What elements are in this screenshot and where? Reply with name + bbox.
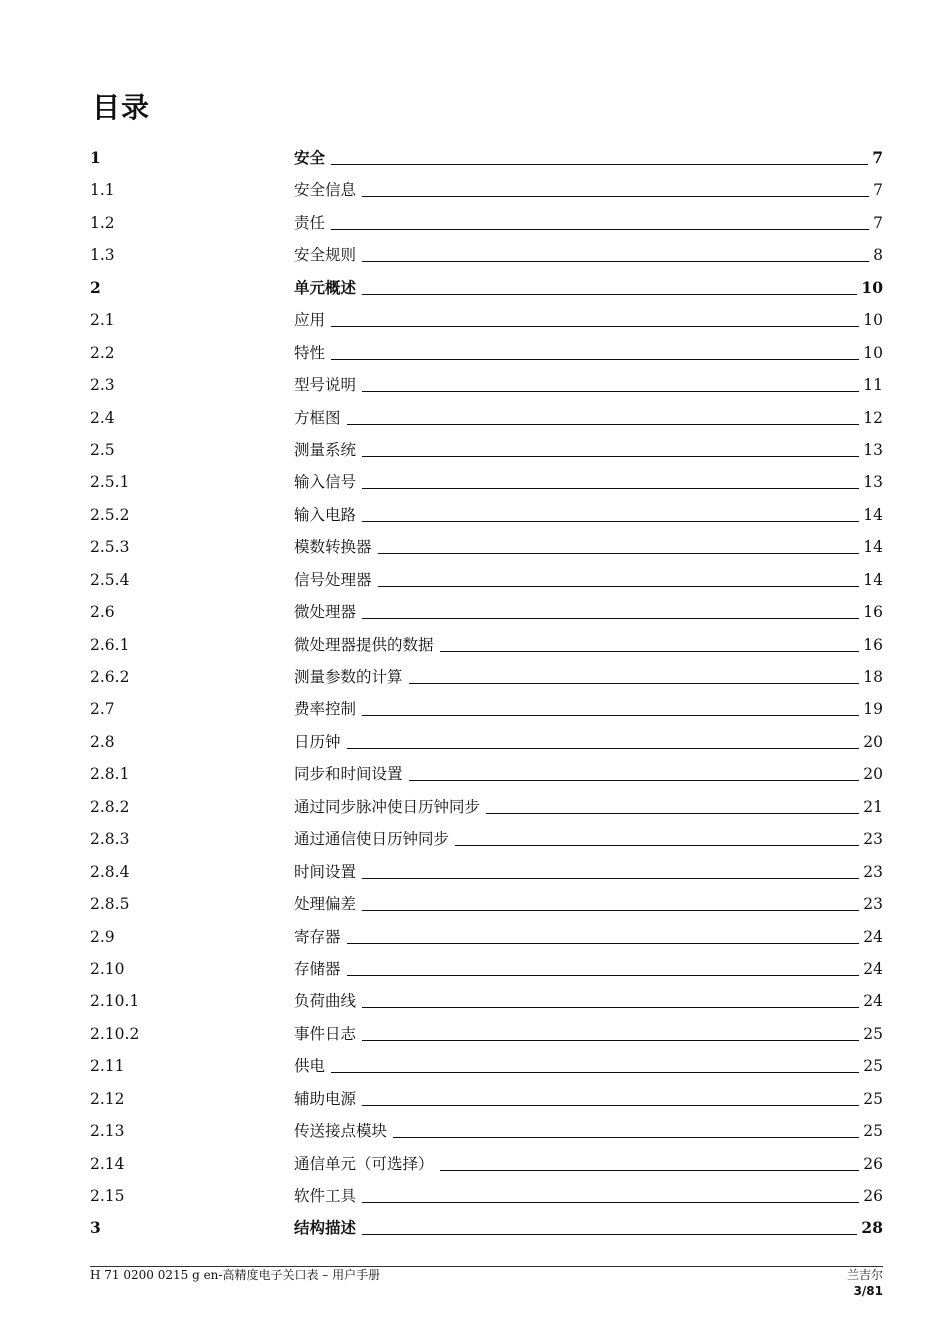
toc-section-number: 2.1 — [90, 311, 115, 330]
toc-section-title: 处理偏差 — [294, 895, 357, 914]
toc-section-title: 辅助电源 — [294, 1089, 357, 1108]
toc-section-number: 2.8.5 — [90, 895, 130, 914]
toc-leader-line — [440, 1169, 860, 1171]
toc-section-number: 2.9 — [90, 927, 115, 946]
toc-section-title: 模数转换器 — [294, 538, 372, 557]
toc-page-number: 18 — [863, 668, 883, 686]
toc-section-title: 通过同步脉冲使日历钟同步 — [294, 797, 481, 816]
toc-entry[interactable] — [90, 1212, 883, 1244]
toc-leader-line — [362, 293, 857, 295]
toc-section-number: 2.8.1 — [90, 765, 130, 784]
toc-page-number: 7 — [872, 148, 883, 167]
toc-section-number: 2.6.1 — [90, 635, 130, 654]
toc-entry[interactable] — [90, 693, 883, 725]
toc-entry-line — [294, 504, 883, 526]
toc-leader-line — [347, 974, 860, 976]
toc-section-title: 信号处理器 — [294, 570, 372, 589]
toc-leader-line — [393, 1136, 859, 1138]
toc-section-title: 供电 — [294, 1057, 326, 1076]
toc-entry[interactable] — [90, 564, 883, 596]
toc-entry[interactable] — [90, 596, 883, 628]
toc-page-number: 16 — [863, 603, 883, 622]
toc-entry-line — [294, 634, 883, 656]
toc-page-number: 13 — [863, 473, 883, 492]
toc-section-title: 传送接点模块 — [294, 1122, 388, 1141]
toc-leader-line — [362, 1233, 857, 1235]
toc-section-number: 2.5.4 — [90, 570, 130, 589]
toc-leader-line — [362, 260, 869, 262]
toc-page-number: 7 — [873, 213, 883, 232]
toc-section-title: 事件日志 — [294, 1024, 357, 1043]
toc-page-number: 14 — [863, 505, 883, 524]
toc-page-number: 12 — [863, 408, 883, 427]
toc-entry-line — [294, 147, 883, 169]
toc-section-number: 2.7 — [90, 700, 115, 719]
toc-section-title: 负荷曲线 — [294, 992, 357, 1011]
toc-entry[interactable] — [90, 1180, 883, 1212]
toc-entry[interactable] — [90, 207, 883, 239]
toc-page-number: 25 — [863, 1057, 883, 1076]
toc-entry-line — [294, 212, 883, 234]
toc-entry[interactable] — [90, 531, 883, 563]
toc-section-number: 2.10.1 — [90, 992, 140, 1011]
toc-entry-line — [294, 1088, 883, 1110]
toc-section-number: 1.2 — [90, 213, 115, 232]
toc-page-number: 16 — [863, 635, 883, 654]
toc-entry-line — [294, 569, 883, 591]
toc-entry-line — [294, 990, 883, 1012]
footer-page-number: 3/81 — [853, 1284, 883, 1298]
toc-section-number: 2.10.2 — [90, 1024, 140, 1043]
footer-company: 兰吉尔 — [846, 1268, 883, 1282]
toc-section-number: 2.8.2 — [90, 797, 130, 816]
toc-section-title: 方框图 — [294, 408, 341, 427]
toc-page-number: 10 — [863, 343, 883, 362]
toc-leader-line — [362, 617, 859, 619]
toc-section-number: 2.15 — [90, 1187, 125, 1205]
toc-entry[interactable] — [90, 856, 883, 888]
toc-entry[interactable] — [90, 239, 883, 271]
toc-page-number: 26 — [863, 1154, 883, 1173]
toc-section-title: 测量参数的计算 — [294, 668, 403, 686]
table-of-contents — [90, 142, 883, 1245]
toc-entry-line — [294, 763, 883, 785]
toc-section-number: 2.6.2 — [90, 668, 130, 686]
toc-entry[interactable] — [90, 466, 883, 498]
toc-leader-line — [331, 163, 868, 165]
toc-entry[interactable] — [90, 369, 883, 401]
toc-section-number: 2.4 — [90, 408, 115, 427]
toc-leader-line — [378, 585, 860, 587]
toc-entry[interactable] — [90, 1050, 883, 1082]
toc-page-number: 11 — [863, 376, 883, 395]
toc-section-number: 2.5.1 — [90, 473, 130, 492]
toc-section-number: 2.5.2 — [90, 505, 130, 524]
toc-entry-line — [294, 407, 883, 429]
toc-leader-line — [362, 1201, 859, 1203]
toc-section-number: 2.12 — [90, 1089, 125, 1108]
toc-entry-line — [294, 698, 883, 720]
toc-entry[interactable] — [90, 823, 883, 855]
toc-entry[interactable] — [90, 726, 883, 758]
toc-entry-line — [294, 244, 883, 266]
toc-leader-line — [455, 844, 859, 846]
toc-section-title: 安全 — [294, 148, 326, 167]
toc-entry-line — [294, 828, 883, 850]
toc-entry-line — [294, 731, 883, 753]
toc-leader-line — [409, 779, 860, 781]
toc-entry[interactable] — [90, 985, 883, 1017]
toc-entry-line — [294, 893, 883, 915]
toc-section-number: 2 — [90, 277, 101, 297]
toc-entry-line — [294, 1185, 883, 1207]
toc-entry[interactable] — [90, 1018, 883, 1050]
toc-section-title: 输入信号 — [294, 473, 357, 492]
toc-entry[interactable] — [90, 304, 883, 336]
toc-page-number: 23 — [863, 895, 883, 914]
toc-leader-line — [362, 909, 859, 911]
toc-leader-line — [362, 714, 859, 716]
toc-section-title: 输入电路 — [294, 505, 357, 524]
toc-entry-line — [294, 601, 883, 623]
toc-entry[interactable] — [90, 499, 883, 531]
toc-section-title: 微处理器提供的数据 — [294, 635, 434, 654]
toc-entry[interactable] — [90, 1148, 883, 1180]
toc-page-number: 13 — [863, 440, 883, 459]
toc-section-number: 1.3 — [90, 246, 115, 265]
toc-section-number: 2.8.4 — [90, 862, 130, 881]
toc-entry[interactable] — [90, 629, 883, 661]
toc-section-number: 2.5.3 — [90, 538, 130, 557]
toc-section-number: 2.5 — [90, 440, 115, 459]
toc-section-number: 2.13 — [90, 1122, 125, 1141]
toc-page-number: 20 — [863, 732, 883, 751]
toc-page-number: 14 — [863, 538, 883, 557]
toc-leader-line — [331, 1071, 859, 1073]
toc-section-number: 2.3 — [90, 376, 115, 395]
toc-entry-line — [294, 471, 883, 493]
toc-entry-line — [294, 439, 883, 461]
toc-entry-line — [294, 1120, 883, 1142]
toc-entry-line — [294, 666, 883, 688]
toc-entry[interactable] — [90, 661, 883, 693]
toc-section-number: 2.6 — [90, 603, 115, 622]
toc-leader-line — [362, 877, 859, 879]
toc-section-number: 2.8.3 — [90, 830, 130, 849]
toc-entry[interactable] — [90, 791, 883, 823]
toc-section-title: 同步和时间设置 — [294, 765, 403, 784]
toc-section-title: 日历钟 — [294, 732, 341, 751]
toc-page-number: 24 — [863, 927, 883, 946]
toc-leader-line — [362, 487, 859, 489]
toc-entry-line — [294, 1055, 883, 1077]
toc-leader-line — [362, 455, 859, 457]
toc-section-number: 2.14 — [90, 1154, 125, 1173]
toc-section-title: 微处理器 — [294, 603, 357, 622]
toc-section-title: 责任 — [294, 213, 326, 232]
toc-entry-line — [294, 926, 883, 948]
toc-section-title: 型号说明 — [294, 376, 357, 395]
toc-section-number: 2.2 — [90, 343, 115, 362]
toc-leader-line — [331, 228, 869, 230]
toc-entry[interactable] — [90, 434, 883, 466]
toc-section-title: 通信单元（可选择） — [294, 1154, 434, 1173]
toc-entry-line — [294, 374, 883, 396]
toc-leader-line — [378, 552, 860, 554]
toc-section-title: 安全规则 — [294, 246, 357, 265]
toc-page-number: 14 — [863, 570, 883, 589]
toc-entry-line — [294, 309, 883, 331]
toc-entry-line — [294, 958, 883, 980]
toc-leader-line — [409, 682, 860, 684]
toc-page-number: 21 — [863, 797, 883, 816]
page-title: 目录 — [92, 91, 151, 124]
toc-entry-line — [294, 796, 883, 818]
toc-entry[interactable] — [90, 1115, 883, 1147]
toc-section-title: 单元概述 — [294, 277, 357, 297]
toc-leader-line — [331, 358, 859, 360]
toc-section-title: 安全信息 — [294, 181, 357, 200]
toc-page-number: 8 — [873, 246, 883, 265]
toc-page-number: 26 — [863, 1187, 883, 1205]
toc-leader-line — [440, 650, 860, 652]
toc-page-number: 25 — [863, 1089, 883, 1108]
toc-leader-line — [362, 1039, 859, 1041]
toc-page-number: 7 — [873, 181, 883, 200]
toc-section-title: 费率控制 — [294, 700, 357, 719]
toc-section-number: 2.11 — [90, 1057, 125, 1076]
toc-section-title: 存储器 — [294, 959, 341, 978]
toc-leader-line — [347, 942, 860, 944]
toc-section-title: 特性 — [294, 343, 326, 362]
toc-page-number: 19 — [863, 700, 883, 719]
toc-page-number: 24 — [863, 959, 883, 978]
toc-entry[interactable] — [90, 337, 883, 369]
toc-page-number: 23 — [863, 830, 883, 849]
toc-entry[interactable] — [90, 758, 883, 790]
toc-section-title: 应用 — [294, 311, 326, 330]
toc-page-number: 25 — [863, 1024, 883, 1043]
toc-leader-line — [362, 195, 869, 197]
toc-entry[interactable] — [90, 888, 883, 920]
toc-section-title: 结构描述 — [294, 1218, 357, 1238]
toc-entry[interactable] — [90, 272, 883, 304]
toc-section-number: 3 — [90, 1218, 101, 1238]
footer-right — [847, 1267, 883, 1299]
toc-leader-line — [362, 390, 859, 392]
toc-section-number: 1.1 — [90, 181, 115, 200]
toc-leader-line — [486, 812, 859, 814]
toc-entry[interactable] — [90, 174, 883, 206]
toc-section-number: 2.8 — [90, 732, 115, 751]
toc-section-title: 通过通信使日历钟同步 — [294, 830, 450, 849]
toc-entry-line — [294, 1217, 883, 1239]
toc-section-title: 寄存器 — [294, 927, 341, 946]
footer-document-id: H 71 0200 0215 g en-高精度电子关口表 – 用户手册 — [90, 1268, 381, 1282]
toc-entry-line — [294, 179, 883, 201]
toc-page-number: 23 — [863, 862, 883, 881]
toc-entry[interactable] — [90, 142, 883, 174]
toc-leader-line — [347, 747, 860, 749]
toc-section-number: 1 — [90, 148, 101, 167]
toc-leader-line — [331, 325, 859, 327]
toc-entry-line — [294, 536, 883, 558]
toc-section-title: 时间设置 — [294, 862, 357, 881]
toc-entry[interactable] — [90, 953, 883, 985]
toc-entry[interactable] — [90, 402, 883, 434]
toc-section-number: 2.10 — [90, 959, 125, 978]
toc-page-number: 20 — [863, 765, 883, 784]
toc-leader-line — [362, 520, 859, 522]
toc-entry-line — [294, 1023, 883, 1045]
toc-entry-line — [294, 861, 883, 883]
toc-section-title: 软件工具 — [294, 1187, 357, 1205]
toc-page-number: 24 — [863, 992, 883, 1011]
toc-entry[interactable] — [90, 921, 883, 953]
toc-leader-line — [362, 1104, 859, 1106]
toc-page-number: 10 — [861, 277, 883, 297]
toc-entry-line — [294, 277, 883, 299]
toc-page-number: 28 — [861, 1218, 883, 1238]
toc-page-number: 10 — [863, 311, 883, 330]
toc-entry-line — [294, 1153, 883, 1175]
toc-entry-line — [294, 342, 883, 364]
toc-leader-line — [347, 423, 860, 425]
toc-leader-line — [362, 1006, 859, 1008]
toc-section-title: 测量系统 — [294, 440, 357, 459]
toc-page-number: 25 — [863, 1122, 883, 1141]
toc-entry[interactable] — [90, 1083, 883, 1115]
